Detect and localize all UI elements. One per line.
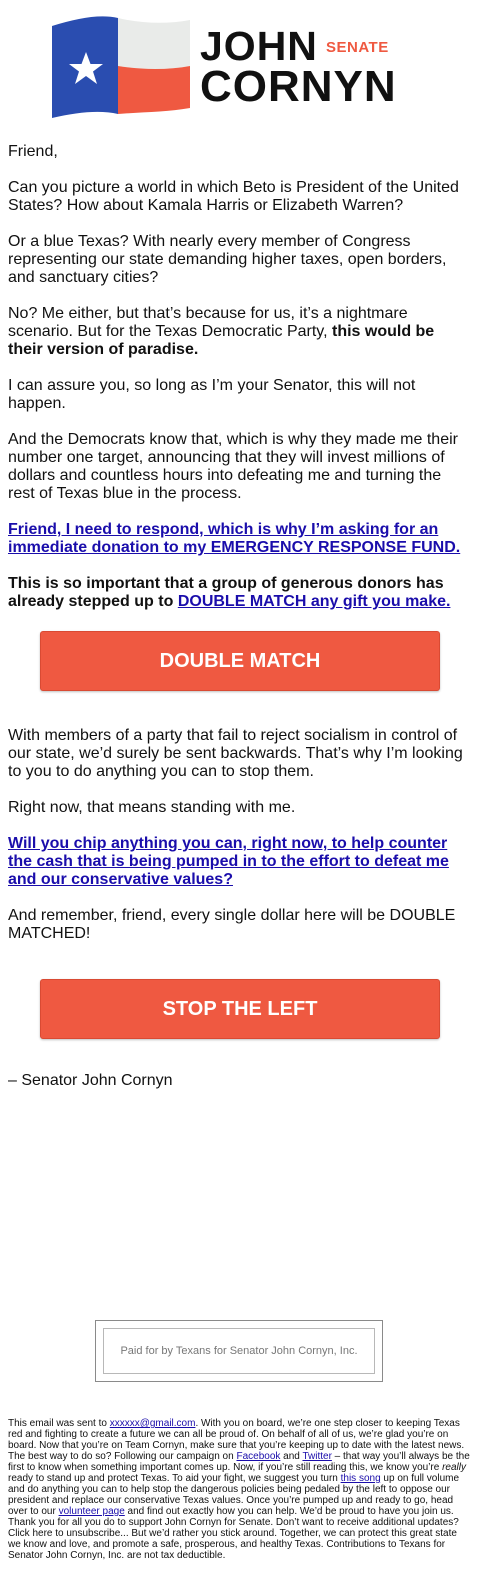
paragraph <box>8 305 464 359</box>
paragraph: And the Democrats know that, which is why they made me their number one target, announcing that they will invest millions of dollars and countless hours into defeating me and turning the rest of Texas blue in the process. <box>8 431 458 502</box>
chip-in-link[interactable]: Will you chip anything you can, right now, to help counter the cash that is being pumped in to the effort to defeat me and our conservative values? <box>8 835 449 888</box>
footer-segment: – that way you’ll always be the first to know when something important comes up. Now, if you’re still reading this, we know you’re <box>8 1451 470 1473</box>
footer-segment: ready to stand up and protect Texas. To aid your fight, we suggest you turn <box>8 1473 341 1484</box>
paragraph-emphasis: this would be their version of paradise. <box>8 323 435 358</box>
footer-segment: This email was sent to <box>8 1418 110 1429</box>
greeting: Friend, <box>8 143 58 160</box>
footer-segment: and <box>280 1451 303 1462</box>
song-link[interactable]: this song <box>340 1473 381 1484</box>
paragraph: Can you picture a world in which Beto is President of the United States? How about Kamala Harris or Elizabeth Warren? <box>8 179 459 214</box>
double-match-link[interactable]: DOUBLE MATCH any gift you make. <box>177 593 451 610</box>
footer-text <box>8 1418 472 1561</box>
double-match-button[interactable]: DOUBLE MATCH <box>40 631 440 691</box>
paragraph <box>8 575 464 611</box>
emergency-fund-link[interactable]: Friend, I need to respond, which is why I’m asking for an immediate donation to my EMERGENCY RESPONSE FUND. <box>8 521 461 556</box>
paragraph-emphasis: This is so important that a group of generous donors has already stepped up to <box>8 575 444 610</box>
footer-segment: and find out exactly how you can help. We’d be proud to have you join us. Thank you for all you do to support John Cornyn for Senate. Don’t want to receive additional updates? Click here to unsubscribe... But we’d rather you stick around. Together, we can protect this great state we know and love, and promote a safe, prosperous, and healthy Texas. Contributions to Texans for Senator John Cornyn, Inc. are not tax deductible. <box>8 1506 459 1561</box>
email-body <box>8 143 464 629</box>
stop-the-left-button[interactable]: STOP THE LEFT <box>40 979 440 1039</box>
texas-flag-icon <box>48 14 194 120</box>
paragraph: Or a blue Texas? With nearly every member of Congress representing our state demanding higher taxes, open borders, and sanctuary cities? <box>8 233 447 286</box>
disclaimer-box <box>95 1320 383 1382</box>
logo-senate-tag: SENATE <box>326 39 389 56</box>
paragraph <box>8 521 464 557</box>
footer-emphasis: really <box>442 1462 466 1473</box>
paragraph <box>8 835 464 889</box>
email-body-continued <box>8 727 464 961</box>
campaign-logo <box>48 14 432 120</box>
paragraph: And remember, friend, every single dollar here will be DOUBLE MATCHED! <box>8 907 456 942</box>
paragraph: With members of a party that fail to reject socialism in control of our state, we’d surely be sent backwards. That’s why I’m looking to you to do anything you can to stop them. <box>8 727 463 780</box>
logo-last-name: CORNYN <box>200 62 397 111</box>
footer-segment: . With you on board, we’re one step closer to keeping Texas red and fighting to create a future we can all be proud of. On behalf of all of us, we’re glad you’re on board. Now that you’re on Team Cornyn, make sure that you’re keeping up to date with the latest news. The best way to do so? Following our campaign on <box>8 1418 465 1462</box>
footer-segment: up on full volume and do anything you can to help stop the dangerous policies being pedaled by the left to oppose our president and replace our conservative Texas values. Once you’re pumped up and ready to go, head over to our <box>8 1473 460 1517</box>
signature: – Senator John Cornyn <box>8 1072 173 1089</box>
facebook-link[interactable]: Facebook <box>236 1451 281 1462</box>
volunteer-page-link[interactable]: volunteer page <box>58 1506 125 1517</box>
twitter-link[interactable]: Twitter <box>302 1451 332 1462</box>
email-address-link[interactable]: xxxxxx@gmail.com <box>109 1418 196 1429</box>
paragraph-text: No? Me either, but that’s because for us, it’s a nightmare scenario. But for the Texas Democratic Party, <box>8 305 408 340</box>
paragraph: Right now, that means standing with me. <box>8 799 296 816</box>
logo-first-name: JOHN <box>200 23 318 69</box>
paragraph: I can assure you, so long as I’m your Senator, this will not happen. <box>8 377 416 412</box>
paid-for-disclaimer: Paid for by Texans for Senator John Cornyn, Inc. <box>103 1328 375 1374</box>
